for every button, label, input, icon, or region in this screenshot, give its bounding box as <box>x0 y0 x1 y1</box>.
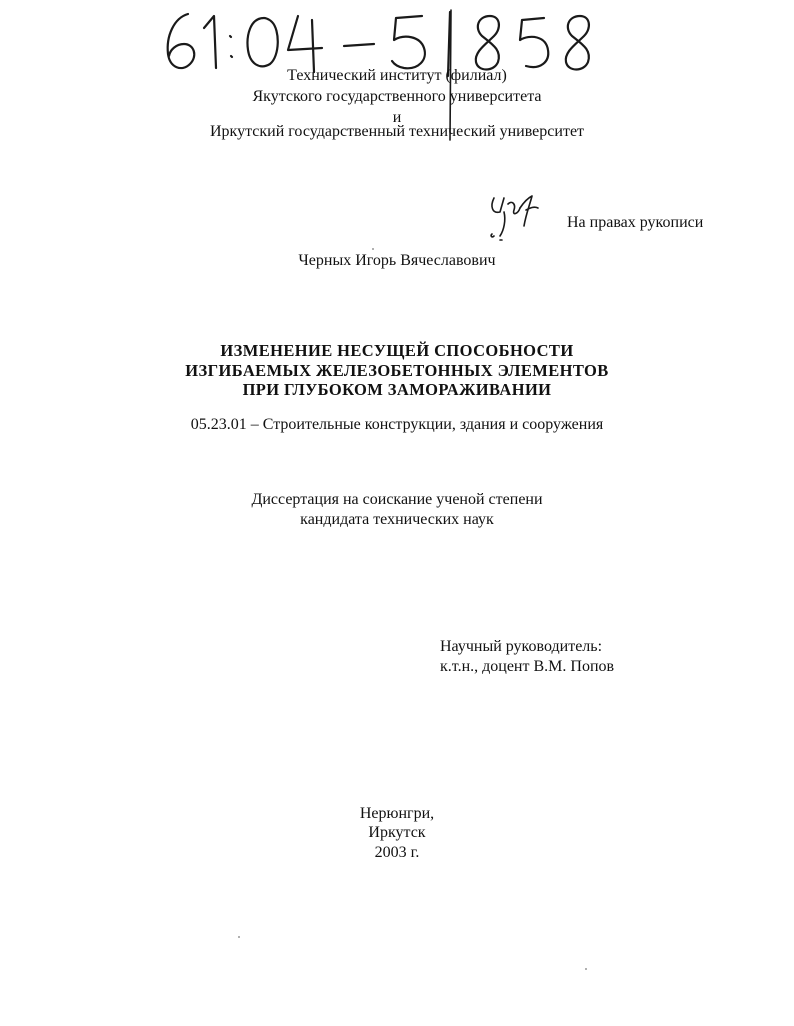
scan-speck <box>585 968 587 970</box>
thesis-title-line-2: ИЗГИБАЕМЫХ ЖЕЛЕЗОБЕТОННЫХ ЭЛЕМЕНТОВ <box>185 361 609 380</box>
university-line: Якутского государственного университета <box>252 88 542 105</box>
specialty-code: 05.23.01 – Строительные конструкции, здания и сооружения <box>190 416 604 433</box>
technical-university-line: Иркутский государственный технический университет <box>209 123 585 140</box>
city-neryungri: Нерюнгри, <box>359 805 435 822</box>
supervisor-details: к.т.н., доцент В.М. Попов <box>440 658 615 675</box>
author-signature <box>480 190 550 246</box>
dissertation-degree-line-2: кандидата технических наук <box>300 511 494 528</box>
supervisor-label: Научный руководитель: <box>440 638 603 655</box>
scan-speck <box>238 936 240 938</box>
manuscript-rights: На правах рукописи <box>567 214 704 231</box>
institute-line: Технический институт (филиал) <box>287 67 507 84</box>
scan-speck <box>372 248 374 250</box>
author-name: Черных Игорь Вячеславович <box>298 252 496 269</box>
thesis-title-line-3: ПРИ ГЛУБОКОМ ЗАМОРАЖИВАНИИ <box>242 380 552 399</box>
dissertation-degree-line-1: Диссертация на соискание ученой степени <box>251 491 543 508</box>
thesis-title-line-1: ИЗМЕНЕНИЕ НЕСУЩЕЙ СПОСОБНОСТИ <box>220 341 574 360</box>
city-irkutsk: Иркутск <box>368 824 426 841</box>
conjunction-line: и <box>392 109 402 126</box>
year: 2003 г. <box>374 844 420 861</box>
